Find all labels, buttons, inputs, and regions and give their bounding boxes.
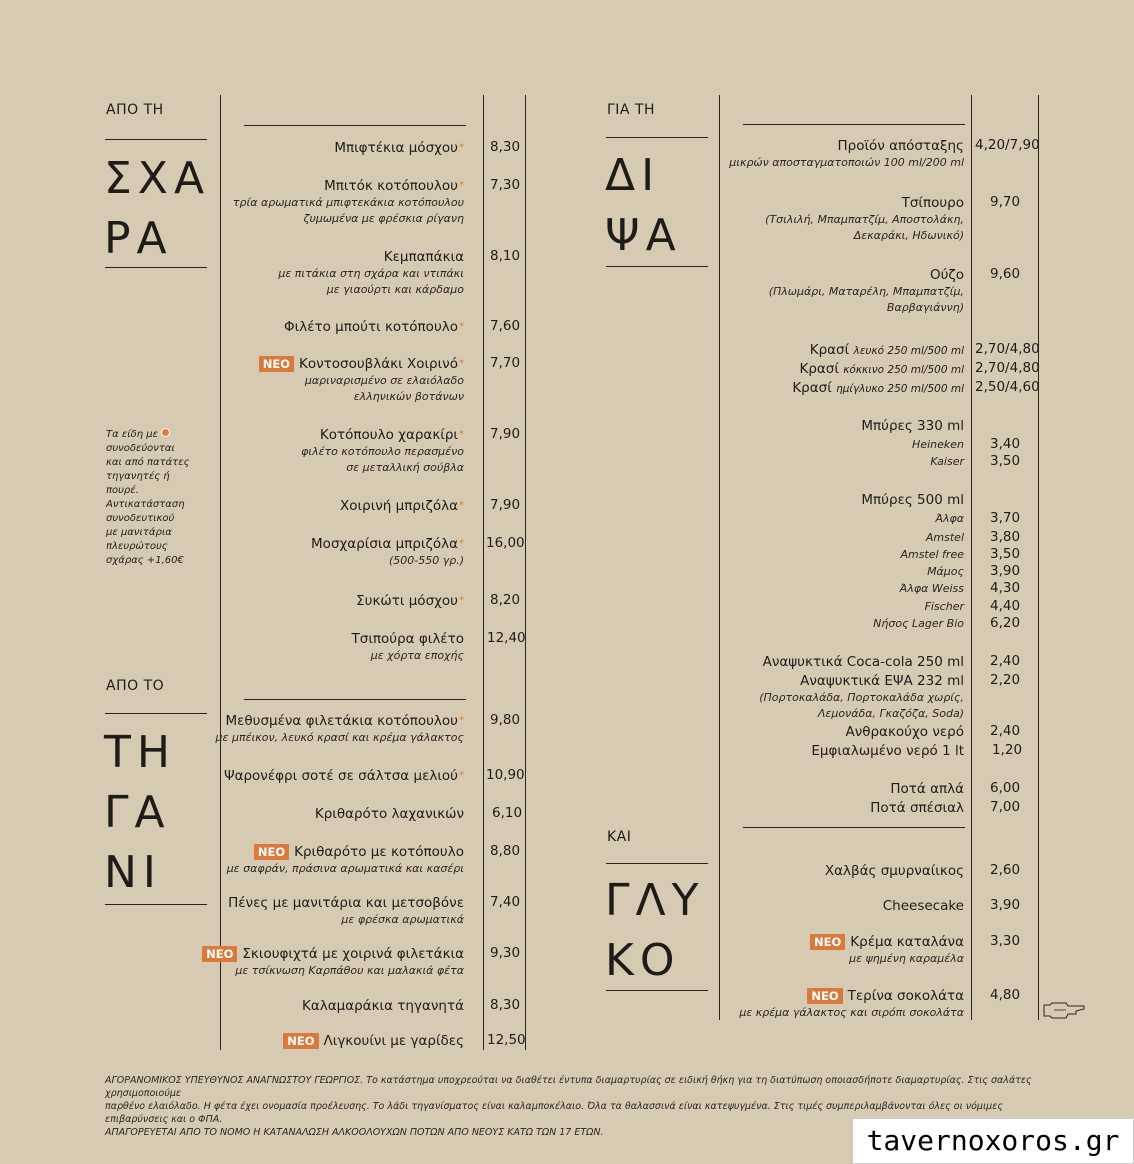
side-note: Τα είδη με συνοδεύονται και από πατάτες τηγανητές ή πουρέ. Αντικατάσταση συνοδευτικού με μανιτάρια πλευρώτους σχάρας +1,60€ <box>106 429 190 566</box>
price: 10,90 <box>486 767 525 783</box>
drink-item: Κρασί κόκκινο 250 ml/500 ml <box>799 361 964 377</box>
price: 9,60 <box>990 266 1021 282</box>
thirst-title-2: ΨΑ <box>605 210 682 261</box>
price: 3,40 <box>990 436 1021 452</box>
price: 6,20 <box>990 615 1021 631</box>
drink-item: Fischer <box>924 600 964 613</box>
divider <box>743 827 965 828</box>
price: 8,30 <box>490 997 521 1013</box>
drink-item: Αναψυκτικά Coca-cola 250 ml <box>762 654 964 670</box>
divider <box>244 699 466 700</box>
divider <box>606 990 708 991</box>
price: 16,00 <box>486 535 525 551</box>
price: 4,80 <box>990 987 1021 1003</box>
price: 3,30 <box>990 933 1021 949</box>
legal-notice: ΑΓΟΡΑΝΟΜΙΚΟΣ ΥΠΕΥΘΥΝΟΣ ΑΝΑΓΝΩΣΤΟΥ ΓΕΩΡΓΙΟΣ. Το κατάστημα υποχρεούται να διαθέτει έντυπα διαμαρτυρίας σε ειδική θήκη για τη διατύπωση οποιασδήποτε διαμαρτυρίας. Στις σαλάτες χρησιμοποιούμε παρθένο ελαιόλαδο. Η φέτα έχει ονομασία προέλευσης. Το λάδι τηγανίσματος είναι καλαμποκέλαιο. Όλα τα θαλασσινά είναι κατεψυγμένα. Στις τιμές συμπεριλαμβάνονται όλες οι νόμιμες επιβαρύνσεις και ο ΦΠΑ. ΑΠΑΓΟΡΕΥΕΤΑΙ ΑΠΟ ΤΟ ΝΟΜΟ Η ΚΑΤΑΝΑΛΩΣΗ ΑΛΚΟΟΛΟΥΧΩΝ ΠΟΤΩΝ ΑΠΟ ΝΕΟΥΣ ΚΑΤΩ ΤΩΝ 17 ΕΤΩΝ. <box>105 1075 1032 1138</box>
thirst-kicker: ΓΙΑ ΤΗ <box>607 102 656 118</box>
grill-title-2: ΡΑ <box>104 213 173 264</box>
column-line <box>1038 95 1039 1020</box>
price: 7,90 <box>490 426 521 442</box>
drink-item: Άλφα Weiss <box>899 582 964 595</box>
sweet-kicker: ΚΑΙ <box>607 829 632 845</box>
drink-group-title: Μπύρες 330 ml <box>861 418 964 434</box>
divider <box>743 124 965 125</box>
drink-item: Εμφιαλωμένο νερό 1 lt <box>811 743 964 759</box>
drink-item: Amstel free <box>900 548 964 561</box>
price: 9,30 <box>490 945 521 961</box>
new-badge: ΝΕΟ <box>259 356 294 372</box>
menu-item: Συκώτι μόσχου* <box>356 593 464 609</box>
menu-item: Χοιρινή μπριζόλα* <box>340 498 464 514</box>
drink-item: Τσίπουρο (Τσιλιλή, Μπαμπατζίμ, Αποστολάκη, Δεκαράκι, Ηδωνικό) <box>765 195 964 242</box>
divider <box>244 125 466 126</box>
drink-item: Νήσος Lager Bio <box>873 617 964 630</box>
watermark: tavernoxoros.gr <box>852 1118 1134 1164</box>
pointing-hand-icon <box>1042 999 1086 1025</box>
price: 8,20 <box>490 592 521 608</box>
new-badge: ΝΕΟ <box>810 934 845 950</box>
menu-item: Κεμπαπάκια με πιτάκια στη σχάρα και ντιπάκι με γιαούρτι και κάρδαμο <box>278 249 464 296</box>
dessert-item: Χαλβάς σμυρναίικος <box>824 863 964 879</box>
price: 12,40 <box>487 630 526 646</box>
drink-item: Αναψυκτικά ΕΨΑ 232 ml (Πορτοκαλάδα, Πορτοκαλάδα χωρίς, Λεμονάδα, Γκαζόζα, Soda) <box>759 673 964 720</box>
drink-group-title: Μπύρες 500 ml <box>861 492 964 508</box>
drink-item: Ανθρακούχο νερό <box>845 724 964 740</box>
thirst-title-1: ΔΙ <box>605 150 661 201</box>
column-line <box>971 95 972 1020</box>
price: 8,80 <box>490 843 521 859</box>
price: 9,70 <box>990 194 1021 210</box>
new-badge: ΝΕΟ <box>254 844 289 860</box>
divider <box>105 904 207 905</box>
dessert-item: Cheesecake <box>882 898 964 914</box>
price: 2,20 <box>990 672 1021 688</box>
new-badge: ΝΕΟ <box>202 946 237 962</box>
menu-item: Τσιπούρα φιλέτο με χόρτα εποχής <box>351 631 464 662</box>
price: 12,50 <box>487 1032 526 1048</box>
menu-item: ΝΕΟ Σκιουφιχτά με χοιρινά φιλετάκια με τσίκνωση Καρπάθου και μαλακιά φέτα <box>202 945 464 979</box>
column-line <box>719 95 720 1020</box>
price: 9,80 <box>490 712 521 728</box>
orange-dot-icon <box>161 428 170 437</box>
dessert-item: ΝΕΟ Κρέμα καταλάνα με ψημένη καραμέλα <box>810 933 964 967</box>
menu-item: Μπιφτέκια μόσχου* <box>334 140 464 156</box>
drink-item: Ποτά απλά <box>890 781 964 797</box>
price: 7,00 <box>990 799 1021 815</box>
divider <box>105 267 207 268</box>
drink-item: Kaiser <box>930 455 964 468</box>
price: 7,40 <box>490 894 521 910</box>
menu-item: Κριθαρότο λαχανικών <box>314 806 464 822</box>
sweet-title-2: ΚΟ <box>605 935 681 986</box>
dessert-item: ΝΕΟ Τερίνα σοκολάτα με κρέμα γάλακτος και σιρόπι σοκολάτα <box>739 988 964 1019</box>
divider <box>606 863 708 864</box>
price: 7,30 <box>490 177 521 193</box>
price: 2,50/4,60 <box>975 379 1040 395</box>
price: 8,30 <box>490 139 521 155</box>
price: 6,00 <box>990 780 1021 796</box>
drink-item: Ποτά σπέσιαλ <box>870 800 964 816</box>
divider <box>105 139 207 140</box>
grill-kicker: ΑΠΟ ΤΗ <box>106 102 164 118</box>
price: 2,70/4,80 <box>975 360 1040 376</box>
menu-item: ΝΕΟ Κοντοσουβλάκι Χοιρινό* μαριναρισμένο σε ελαιόλαδο ελληνικών βοτάνων <box>259 355 464 405</box>
drink-item: Heineken <box>912 438 964 451</box>
column-line <box>525 95 526 1050</box>
price: 8,10 <box>490 248 521 264</box>
menu-item: Πένες με μανιτάρια και μετσοβόνε με φρέσκα αρωματικά <box>228 895 464 926</box>
price: 3,50 <box>990 453 1021 469</box>
price: 3,90 <box>990 563 1021 579</box>
price: 2,40 <box>990 723 1021 739</box>
grill-title-1: ΣΧΑ <box>104 153 211 204</box>
price: 3,80 <box>990 529 1021 545</box>
drink-item: Amstel <box>925 531 964 544</box>
column-line <box>483 95 484 1050</box>
price: 7,90 <box>490 497 521 513</box>
pan-kicker: ΑΠΟ ΤΟ <box>106 678 165 694</box>
price: 3,90 <box>990 897 1021 913</box>
menu-item: Μεθυσμένα φιλετάκια κοτόπουλου* με μπέικον, λευκό κρασί και κρέμα γάλακτος <box>215 713 464 744</box>
menu-item: ΝΕΟ Λιγκουίνι με γαρίδες <box>283 1032 464 1050</box>
pan-title-2: ΓΑ <box>104 787 171 838</box>
drink-item: Μάμος <box>927 565 964 578</box>
menu-item: Καλαμαράκια τηγανητά <box>301 998 464 1014</box>
divider <box>606 266 708 267</box>
price: 2,70/4,80 <box>975 341 1040 357</box>
drink-item: Ούζο (Πλωμάρι, Ματαρέλη, Μπαμπατζίμ, Βαρβαγιάννη) <box>768 267 964 314</box>
price: 2,60 <box>990 862 1021 878</box>
new-badge: ΝΕΟ <box>807 988 842 1004</box>
price: 4,30 <box>990 580 1021 596</box>
price: 4,20/7,90 <box>975 137 1040 153</box>
price: 7,60 <box>490 318 521 334</box>
price: 2,40 <box>990 653 1021 669</box>
price: 6,10 <box>492 805 523 821</box>
menu-item: Φιλέτο μπούτι κοτόπουλο* <box>284 319 464 335</box>
drink-item: Κρασί ημίγλυκο 250 ml/500 ml <box>792 380 964 396</box>
menu-item: Ψαρονέφρι σοτέ σε σάλτσα μελιού* <box>223 768 464 784</box>
menu-item: Μπιτόκ κοτόπουλου* τρία αρωματικά μπιφτεκάκια κοτόπουλου ζυμωμένα με φρέσκια ρίγανη <box>232 178 464 225</box>
drink-item: Άλφα <box>935 512 964 525</box>
drink-item: Κρασί λευκό 250 ml/500 ml <box>809 342 964 358</box>
pan-title-3: ΝΙ <box>104 847 162 898</box>
divider <box>105 713 207 714</box>
column-line <box>220 95 221 1050</box>
sweet-title-1: ΓΛΥ <box>605 875 705 926</box>
drink-item: Προϊόν απόσταξης μικρών αποσταγματοποιών 100 ml/200 ml <box>729 138 964 169</box>
divider <box>606 137 708 138</box>
menu-item: Μοσχαρίσια μπριζόλα* (500-550 γρ.) <box>311 536 464 567</box>
price: 3,50 <box>990 546 1021 562</box>
pan-title-1: ΤΗ <box>104 727 176 778</box>
price: 7,70 <box>490 355 521 371</box>
menu-item: ΝΕΟ Κριθαρότο με κοτόπουλο με σαφράν, πράσινα αρωματικά και κασέρι <box>226 844 464 875</box>
new-badge: ΝΕΟ <box>283 1033 318 1049</box>
price: 3,70 <box>990 510 1021 526</box>
menu-item: Κοτόπουλο χαρακίρι* φιλέτο κοτόπουλο περασμένο σε μεταλλική σούβλα <box>301 427 464 474</box>
price: 1,20 <box>992 742 1023 758</box>
price: 4,40 <box>990 598 1021 614</box>
